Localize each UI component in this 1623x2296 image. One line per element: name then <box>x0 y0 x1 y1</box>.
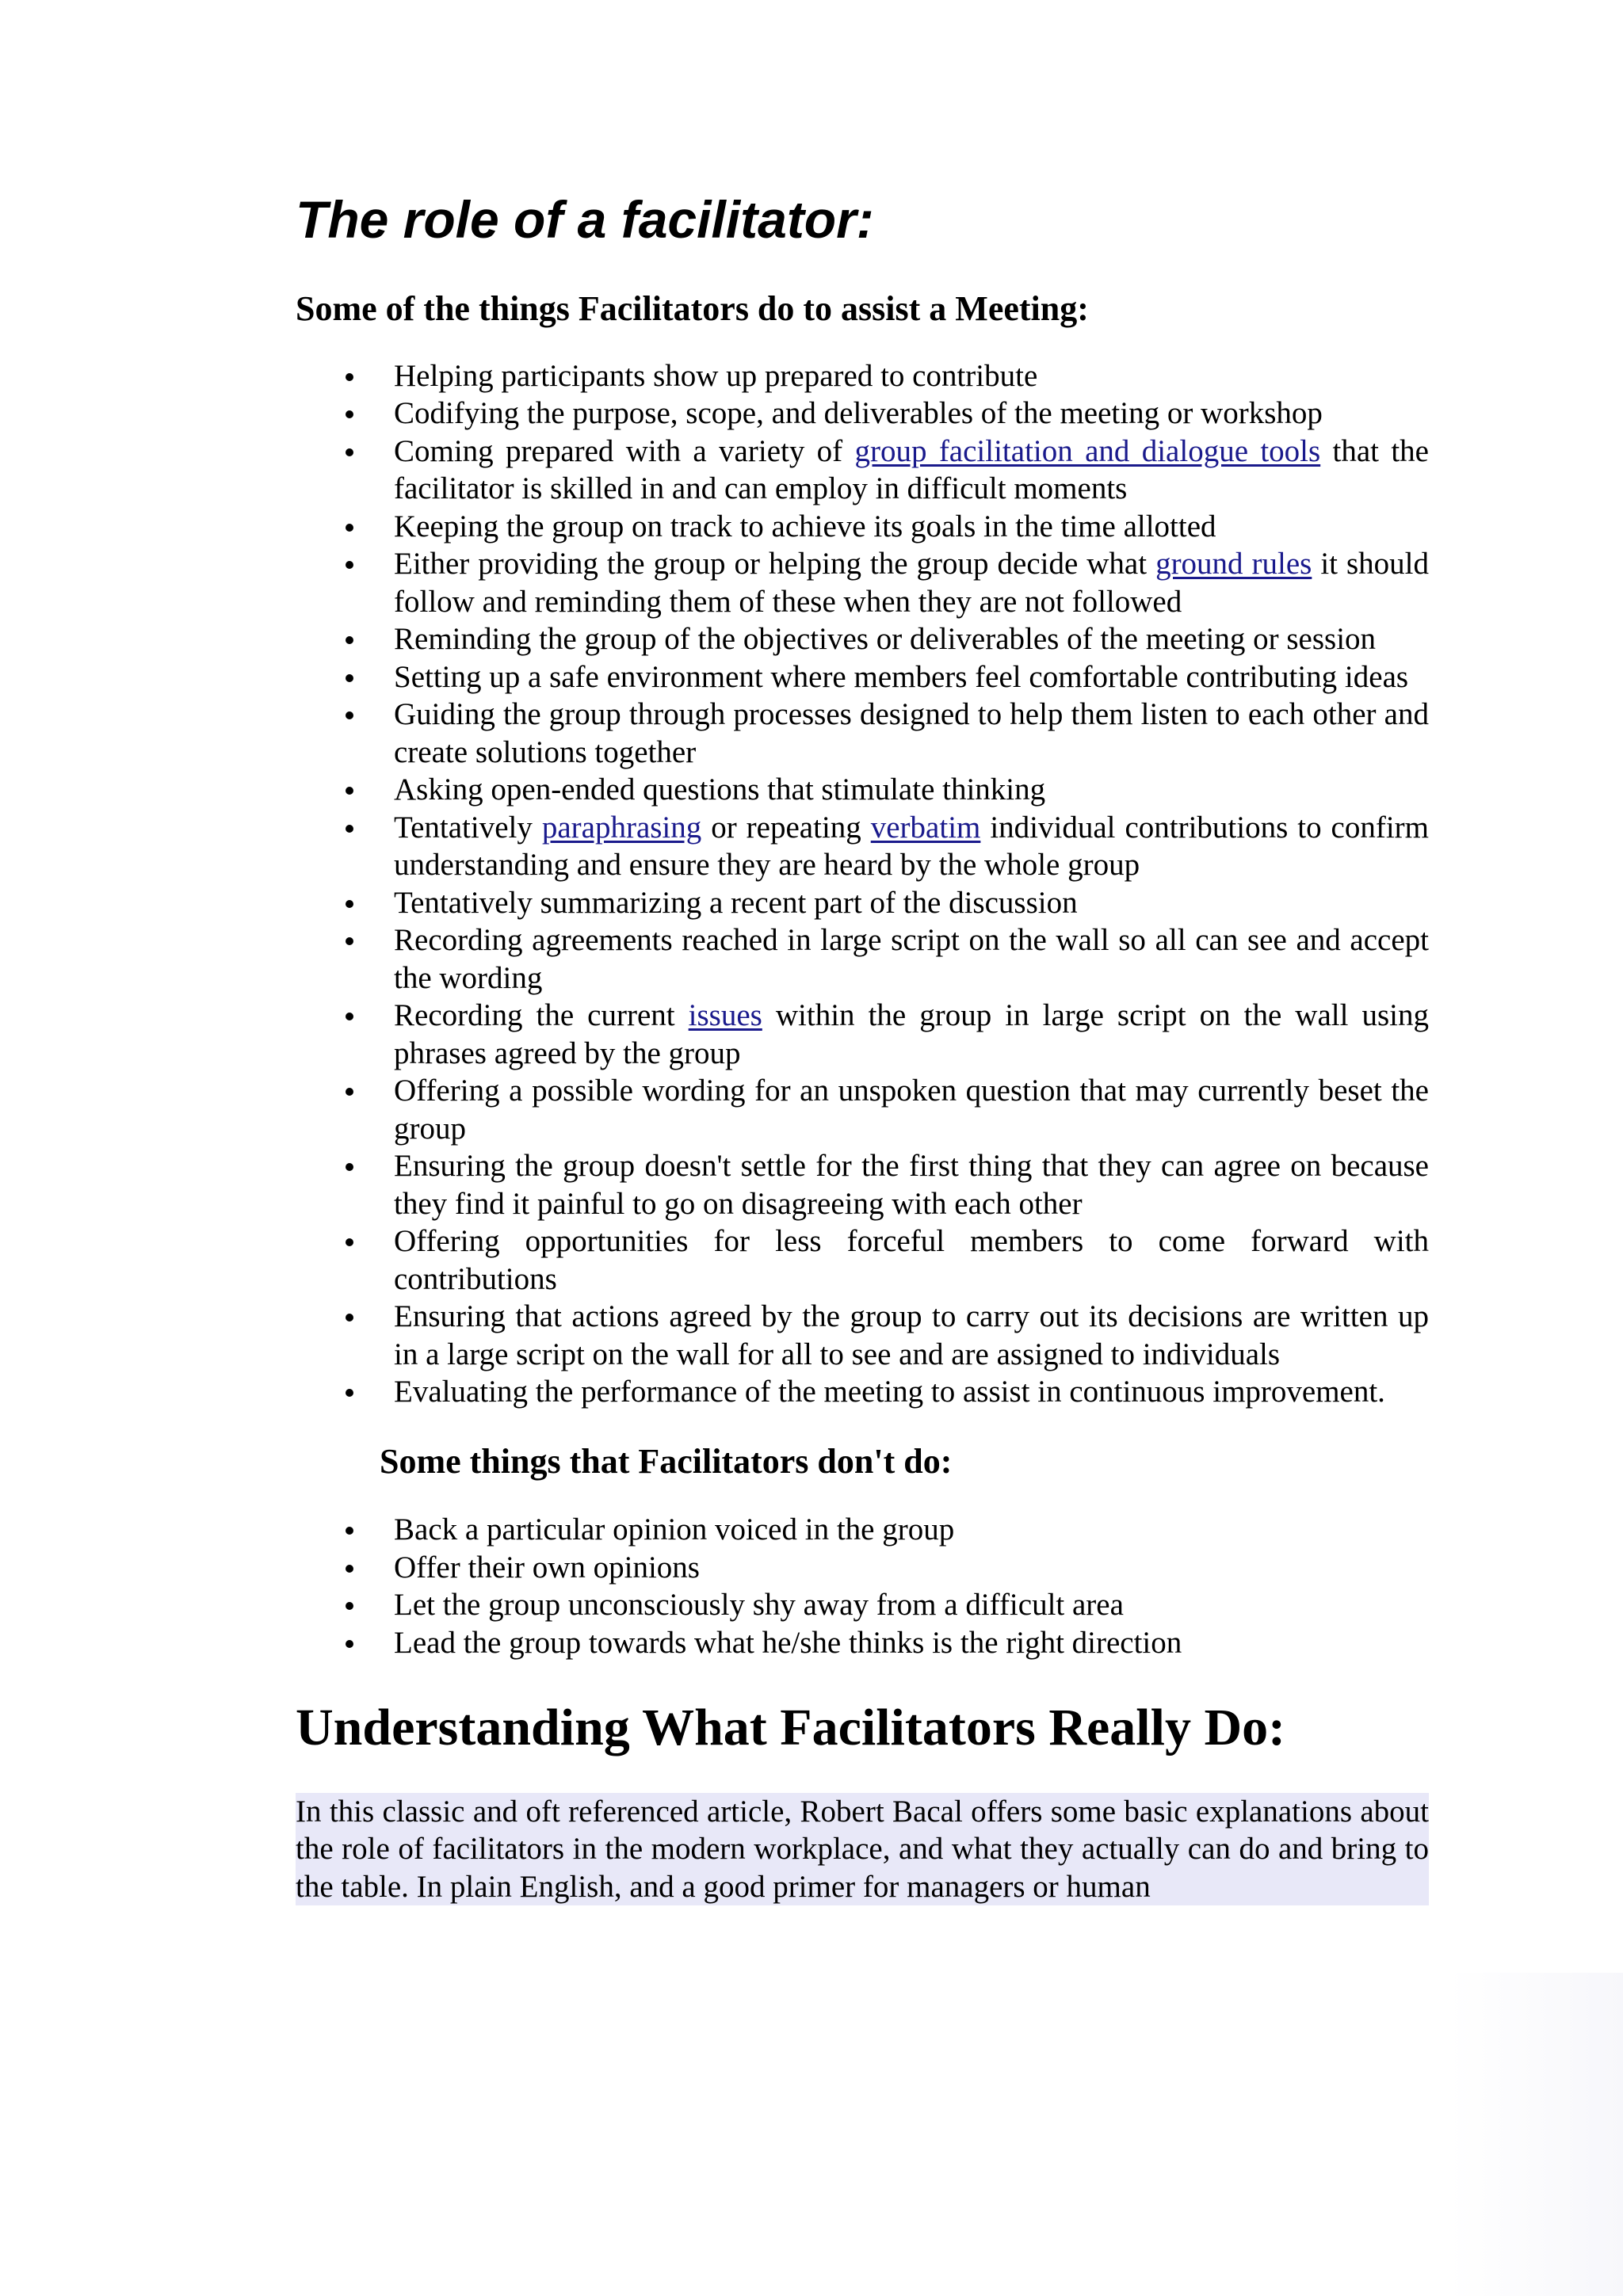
list-item-text: Offering a possible wording for an unspoken question that may currently beset the group <box>394 1074 1429 1146</box>
section-heading-understanding: Understanding What Facilitators Really Do: <box>296 1699 1286 1757</box>
bullet-icon <box>346 1565 353 1573</box>
list-item-text: Either providing the group or helping the group decide what <box>394 547 1156 582</box>
page-title: The role of a facilitator: <box>296 190 874 249</box>
bullet-icon <box>346 900 353 908</box>
bullet-icon <box>346 711 353 719</box>
bullet-icon <box>346 448 353 456</box>
list-item-text: Offer their own opinions <box>394 1550 700 1585</box>
bullet-icon <box>346 561 353 569</box>
list-item <box>296 1147 1429 1222</box>
list-item <box>296 433 1429 508</box>
bullet-icon <box>346 1640 353 1648</box>
bullet-icon <box>346 674 353 682</box>
list-item-text: Lead the group towards what he/she thinks is the right direction <box>394 1625 1182 1660</box>
list-item-text: Codifying the purpose, scope, and deliverables of the meeting or workshop <box>394 396 1323 431</box>
section-heading-facilitators-do: Some of the things Facilitators do to assist a Meeting: <box>296 288 1089 328</box>
document-content <box>296 190 1429 1905</box>
bullet-icon <box>346 1314 353 1322</box>
facilitators-dont-list <box>296 1511 1429 1661</box>
list-item-text: Ensuring the group doesn't settle for the first thing that they can agree on because they find it painful to go on disagreeing with each other <box>394 1149 1429 1221</box>
bullet-icon <box>346 1527 353 1535</box>
list-item-text: Recording the current <box>394 998 689 1033</box>
link-group-facilitation-tools[interactable]: group facilitation and dialogue tools <box>854 433 1321 468</box>
article-summary-paragraph <box>296 1793 1429 1906</box>
list-item-text: Ensuring that actions agreed by the group to carry out its decisions are written up in a large script on the wall for all to see and are assigned to individuals <box>394 1299 1429 1371</box>
list-item-text: Coming prepared with a variety of <box>394 433 855 468</box>
section-heading-facilitators-dont: Some things that Facilitators don't do: <box>380 1441 953 1481</box>
list-item-text: Keeping the group on track to achieve its goals in the time allotted <box>394 509 1216 543</box>
list-item <box>296 545 1429 620</box>
list-item <box>296 1511 1429 1549</box>
list-item-text: Tentatively summarizing a recent part of the discussion <box>394 885 1078 920</box>
bullet-icon <box>346 524 353 532</box>
list-item <box>296 1072 1429 1147</box>
facilitators-do-list <box>296 357 1429 1411</box>
list-item <box>296 508 1429 546</box>
bullet-icon <box>346 1389 353 1397</box>
list-item <box>296 658 1429 696</box>
list-item-text: Helping participants show up prepared to contribute <box>394 358 1038 393</box>
list-item-text: or repeating <box>701 810 871 845</box>
list-item <box>296 620 1429 658</box>
list-item-text: it should follow and reminding them of these when they are not followed <box>394 547 1429 619</box>
link-ground-rules[interactable]: ground rules <box>1155 547 1312 582</box>
link-verbatim[interactable]: verbatim <box>870 810 981 845</box>
list-item <box>296 1298 1429 1373</box>
bullet-icon <box>346 410 353 418</box>
list-item <box>296 997 1429 1072</box>
page-edge-shade <box>1449 1973 1623 2296</box>
list-item-text: Evaluating the performance of the meeting to assist in continuous improvement. <box>394 1375 1385 1409</box>
bullet-icon <box>346 825 353 833</box>
list-item <box>296 1586 1429 1624</box>
list-item <box>296 1373 1429 1411</box>
bullet-icon <box>346 937 353 945</box>
list-item <box>296 771 1429 809</box>
list-item-text: individual contributions to confirm understanding and ensure they are heard by the whole group <box>394 810 1430 883</box>
list-item <box>296 1549 1429 1587</box>
list-item <box>296 1222 1429 1298</box>
bullet-icon <box>346 1013 353 1020</box>
list-item-text: Offering opportunities for less forceful members to come forward with contributions <box>394 1224 1429 1296</box>
list-item-text: Back a particular opinion voiced in the group <box>394 1512 955 1547</box>
list-item-text: that the facilitator is skilled in and can employ in difficult moments <box>394 433 1429 506</box>
list-item-text: Reminding the group of the objectives or deliverables of the meeting or session <box>394 622 1377 657</box>
bullet-icon <box>346 373 353 381</box>
link-paraphrasing[interactable]: paraphrasing <box>541 810 702 845</box>
list-item <box>296 357 1429 395</box>
bullet-icon <box>346 787 353 795</box>
list-item <box>296 395 1429 433</box>
bullet-icon <box>346 636 353 644</box>
bullet-icon <box>346 1088 353 1096</box>
bullet-icon <box>346 1602 353 1610</box>
list-item <box>296 884 1429 922</box>
list-item-text: Tentatively <box>394 810 542 845</box>
list-item-text: Setting up a safe environment where members feel comfortable contributing ideas <box>394 659 1409 694</box>
list-item-text: Let the group unconsciously shy away from a difficult area <box>394 1588 1124 1623</box>
list-item-text: within the group in large script on the wall using phrases agreed by the group <box>394 998 1430 1070</box>
bullet-icon <box>346 1163 353 1171</box>
list-item <box>296 1624 1429 1662</box>
bullet-icon <box>346 1238 353 1246</box>
list-item <box>296 696 1429 771</box>
list-item <box>296 809 1429 884</box>
list-item-text: Guiding the group through processes designed to help them listen to each other and create solutions together <box>394 697 1429 769</box>
list-item-text: Recording agreements reached in large script on the wall so all can see and accept the wording <box>394 923 1429 995</box>
list-item <box>296 921 1429 997</box>
list-item-text: Asking open-ended questions that stimulate thinking <box>394 772 1046 807</box>
link-issues[interactable]: issues <box>688 998 762 1033</box>
paragraph-text: In this classic and oft referenced article, Robert Bacal offers some basic explanations about the role of facilitators in the modern workplace, and what they actually can do and bring to the table. In plain English, and a good primer for managers or human <box>296 1794 1429 1904</box>
